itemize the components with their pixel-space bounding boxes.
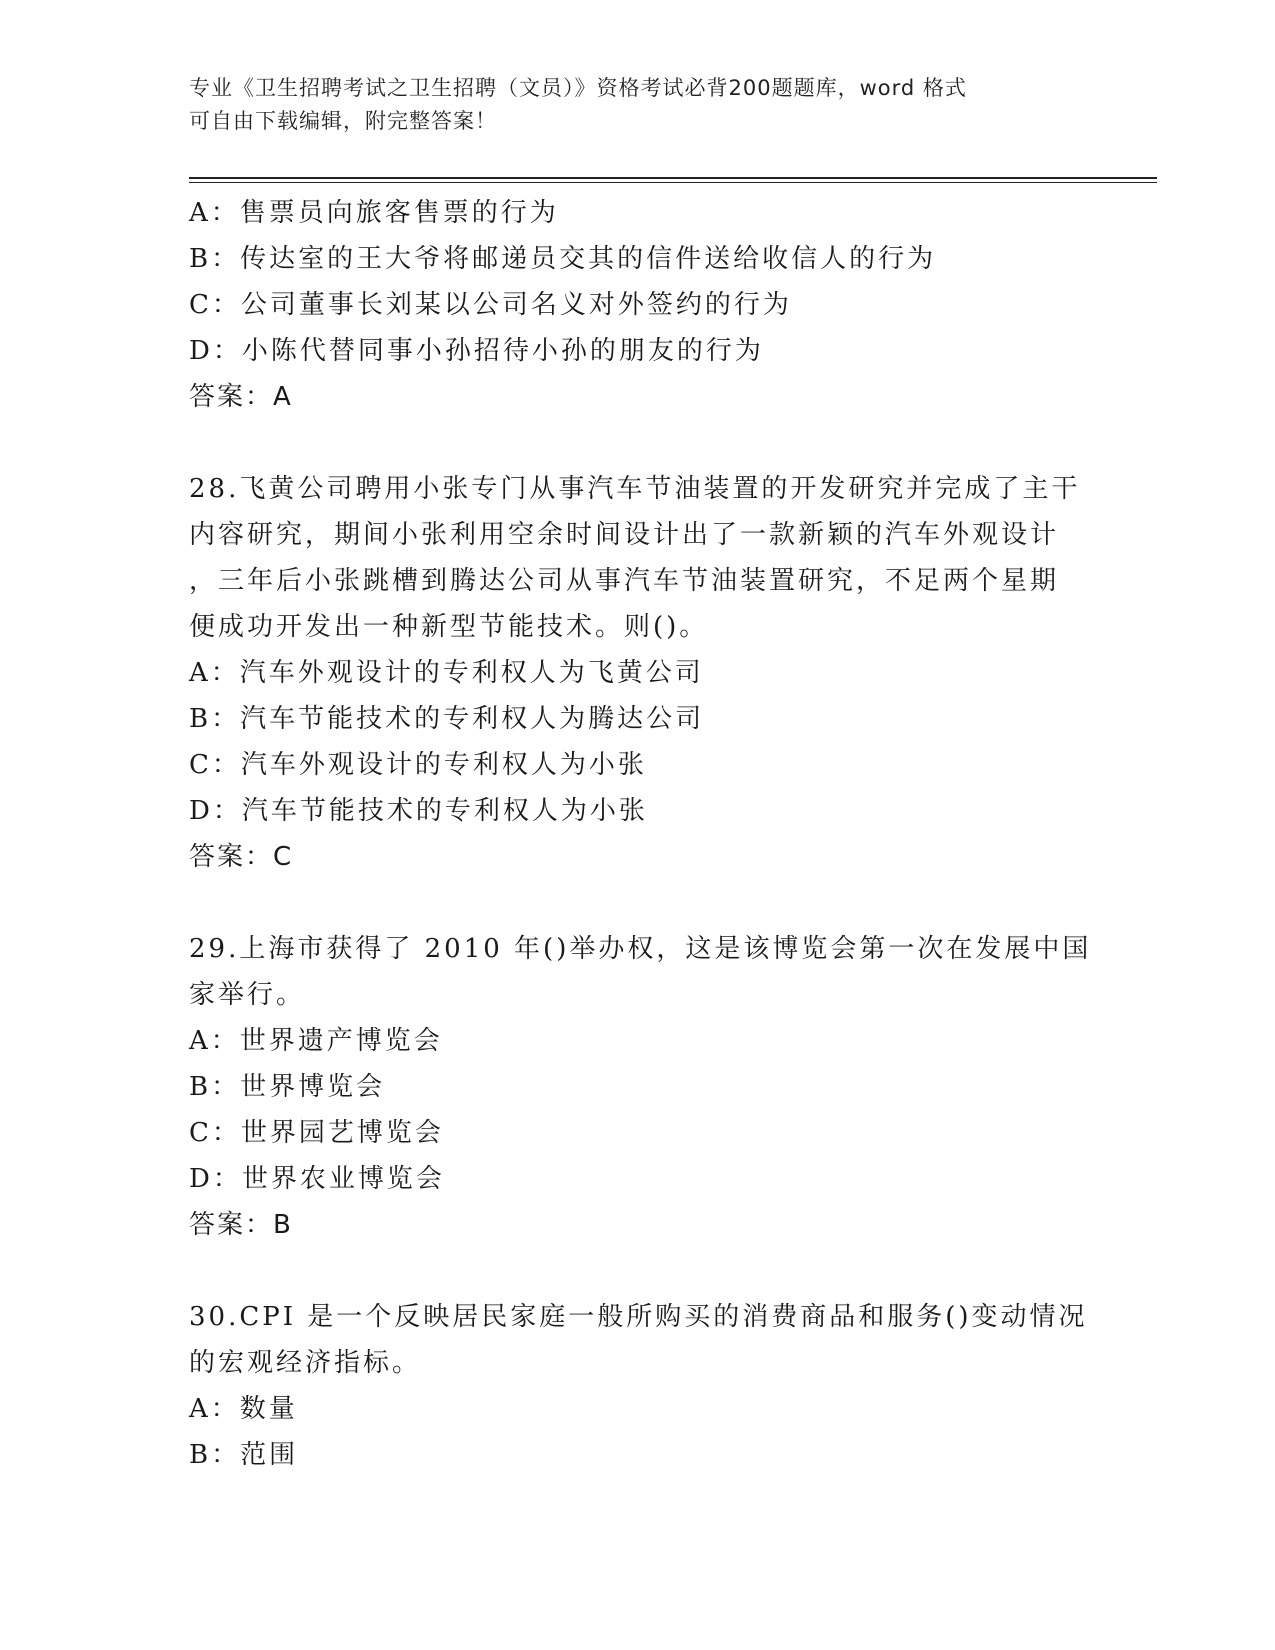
header-title-line-2: 可自由下载编辑，附完整答案！	[189, 109, 497, 133]
option-a: A：汽车外观设计的专利权人为飞黄公司	[189, 658, 704, 688]
option-d: D：小陈代替同事小孙招待小孙的朋友的行为	[189, 336, 764, 366]
header-title-line-1: 专业《卫生招聘考试之卫生招聘（文员）》资格考试必背200题题库，word 格式	[189, 76, 967, 100]
question-28	[189, 466, 1089, 880]
option-b: B：范围	[189, 1440, 299, 1470]
question-list	[189, 190, 1092, 1478]
option-d: D：世界农业博览会	[189, 1164, 445, 1194]
stem-line: 的宏观经济指标。	[189, 1348, 422, 1378]
stem-line: 内容研究，期间小张利用空余时间设计出了一款新颖的汽车外观设计	[189, 520, 1060, 550]
header-divider	[189, 177, 1157, 183]
option-c: C：公司董事长刘某以公司名义对外签约的行为	[189, 290, 792, 320]
spacer	[189, 1248, 1089, 1294]
option-a: A：数量	[189, 1394, 298, 1424]
option-a: A：世界遗产博览会	[189, 1026, 443, 1056]
question-stem	[189, 926, 1092, 1018]
answer-line: 答案：A	[189, 382, 293, 412]
answer-line: 答案：C	[189, 842, 294, 872]
stem-line: 28.飞黄公司聘用小张专门从事汽车节油装置的开发研究并完成了主干	[189, 474, 1081, 504]
option-b: B：汽车节能技术的专利权人为腾达公司	[189, 704, 705, 734]
stem-line: 家举行。	[189, 980, 306, 1010]
stem-line: 30.CPI 是一个反映居民家庭一般所购买的消费商品和服务()变动情况	[189, 1302, 1088, 1332]
question-stem	[189, 466, 1089, 650]
option-b: B：传达室的王大爷将邮递员交其的信件送给收信人的行为	[189, 244, 937, 274]
question-27-continued	[189, 190, 1089, 420]
question-30	[189, 1294, 1089, 1478]
document-header	[189, 72, 1079, 138]
spacer	[189, 420, 1089, 466]
option-a: A：售票员向旅客售票的行为	[189, 198, 559, 228]
question-stem	[189, 1294, 1089, 1386]
answer-line: 答案：B	[189, 1210, 293, 1240]
stem-line: ，三年后小张跳槽到腾达公司从事汽车节油装置研究，不足两个星期	[189, 566, 1060, 596]
stem-line: 便成功开发出一种新型节能技术。则()。	[189, 612, 709, 642]
stem-line: 29.上海市获得了 2010 年()举办权，这是该博览会第一次在发展中国	[189, 934, 1092, 964]
option-b: B：世界博览会	[189, 1072, 386, 1102]
option-d: D：汽车节能技术的专利权人为小张	[189, 796, 648, 826]
option-c: C：世界园艺博览会	[189, 1118, 444, 1148]
spacer	[189, 880, 1089, 926]
option-c: C：汽车外观设计的专利权人为小张	[189, 750, 647, 780]
question-29	[189, 926, 1092, 1248]
